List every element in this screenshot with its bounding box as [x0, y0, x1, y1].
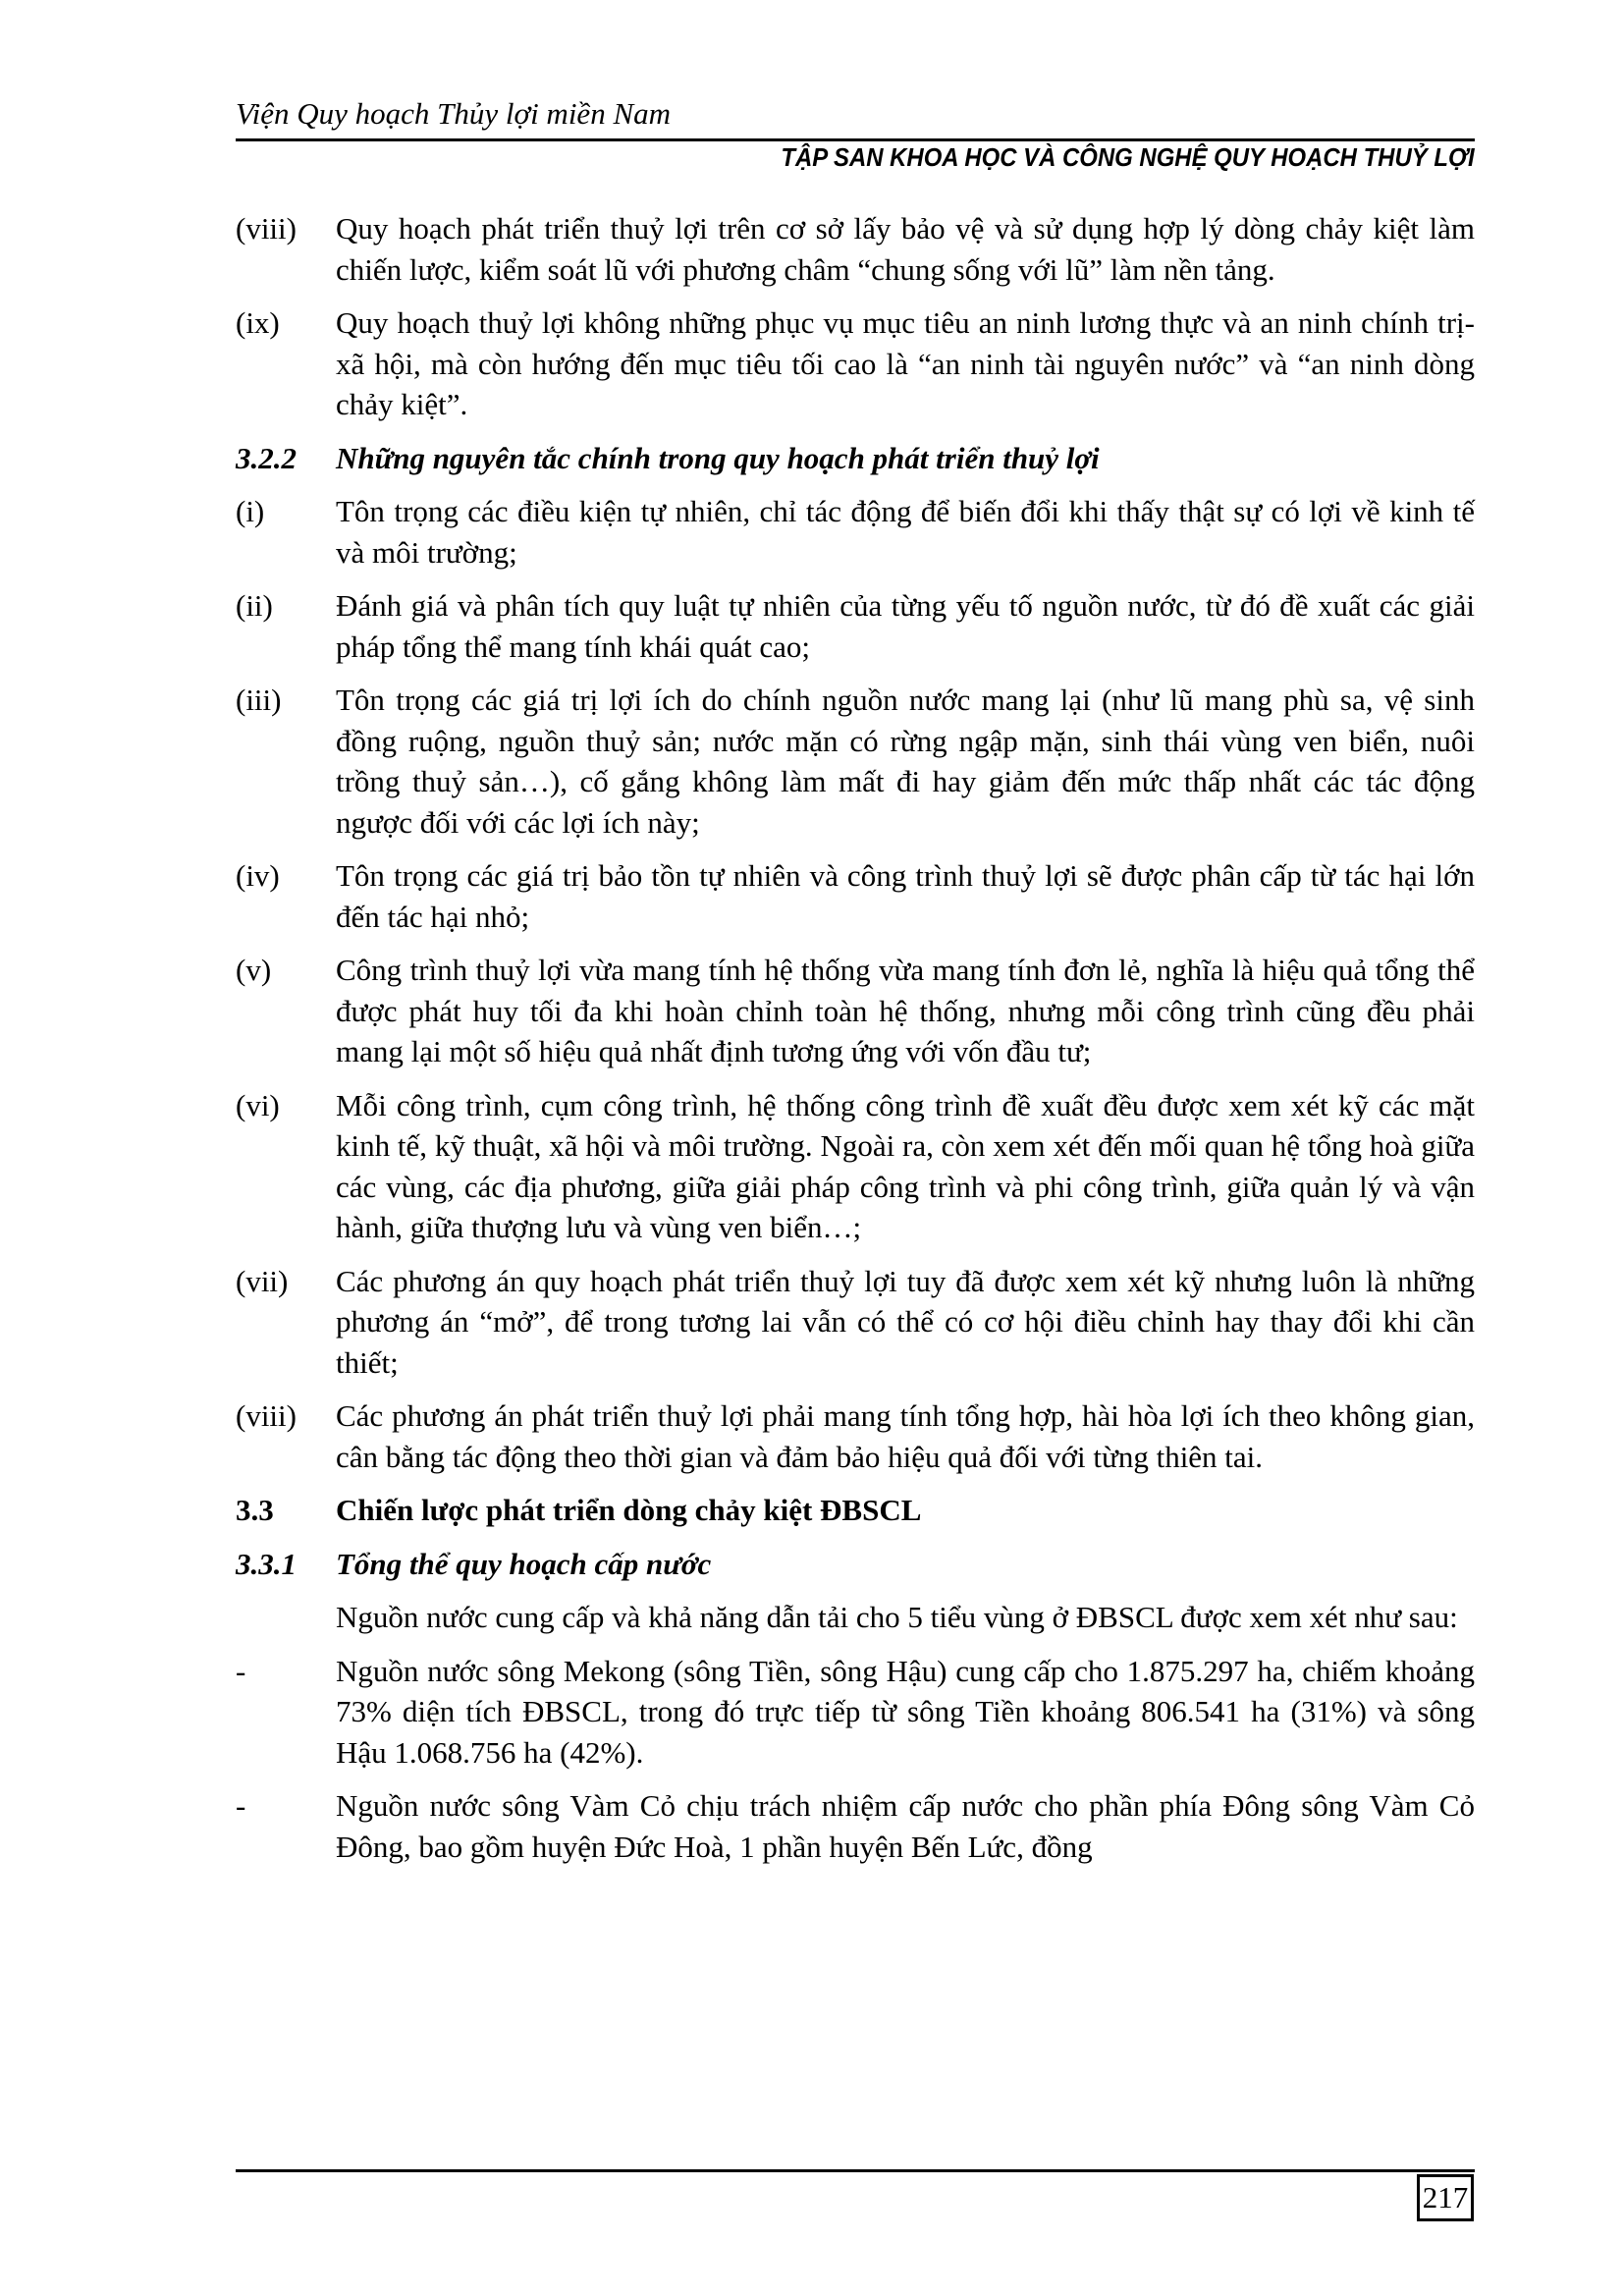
list-item	[236, 680, 1475, 843]
list-main-principles	[236, 491, 1475, 1477]
item-label: -	[236, 1653, 246, 1688]
list-item	[236, 1785, 1475, 1867]
item-text: Công trình thuỷ lợi vừa mang tính hệ thống vừa mang tính đơn lẻ, nghĩa là hiệu quả tổng thể được phát huy tối đa khi hoàn chỉnh toàn hệ thống, nhưng mỗi công trình cũng đều phải mang lại một số hiệu quả nhất định tương ứng với vốn đầu tư;	[336, 953, 1475, 1068]
list-item	[236, 302, 1475, 425]
heading-number: 3.3.1	[236, 1546, 297, 1581]
item-text: Quy hoạch phát triển thuỷ lợi trên cơ sở lấy bảo vệ và sử dụng hợp lý dòng chảy kiệt làm chiến lược, kiểm soát lũ với phương châm “chung sống với lũ” làm nền tảng.	[336, 211, 1475, 287]
list-item	[236, 491, 1475, 573]
heading-number: 3.3	[236, 1493, 274, 1527]
item-label: (vi)	[236, 1087, 280, 1122]
heading-number: 3.2.2	[236, 440, 297, 475]
footer-rule	[236, 2169, 1475, 2172]
header-journal-title: TẬP SAN KHOA HỌC VÀ CÔNG NGHỆ QUY HOẠCH THUỶ LỢI	[781, 142, 1475, 172]
header-rule	[236, 138, 1475, 141]
item-label: (viii)	[236, 211, 297, 246]
item-text: Tôn trọng các điều kiện tự nhiên, chỉ tác động để biến đổi khi thấy thật sự có lợi về kinh tế và môi trường;	[336, 494, 1475, 570]
item-text: Đánh giá và phân tích quy luật tự nhiên của từng yếu tố nguồn nước, từ đó đề xuất các giải pháp tổng thể mang tính khái quát cao;	[336, 588, 1475, 664]
intro-paragraph: Nguồn nước cung cấp và khả năng dẫn tải cho 5 tiểu vùng ở ĐBSCL được xem xét như sau:	[336, 1600, 1458, 1634]
item-label: (iv)	[236, 858, 280, 893]
item-label: (v)	[236, 953, 272, 987]
page-number: 217	[1417, 2174, 1474, 2221]
page-body	[236, 208, 1475, 1880]
item-label: (ix)	[236, 305, 280, 340]
list-item	[236, 1085, 1475, 1248]
heading-3-3-1	[236, 1544, 1475, 1585]
heading-title: Chiến lược phát triển dòng chảy kiệt ĐBSCL	[336, 1493, 922, 1527]
list-item	[236, 855, 1475, 937]
item-label: (vii)	[236, 1263, 289, 1298]
heading-3-3	[236, 1490, 1475, 1531]
item-text: Mỗi công trình, cụm công trình, hệ thống công trình đề xuất đều được xem xét kỹ các mặt kinh tế, kỹ thuật, xã hội và môi trường. Ngoài ra, còn xem xét đến mối quan hệ tổng hoà giữa các vùng, các địa phương, giữa giải pháp công trình và phi công trình, giữa quản lý và vận hành, giữa thượng lưu và vùng ven biển…;	[336, 1087, 1475, 1244]
item-text: Quy hoạch thuỷ lợi không những phục vụ mục tiêu an ninh lương thực và an ninh chính trị-xã hội, mà còn hướng đến mục tiêu tối cao là “an ninh tài nguyên nước” và “an ninh dòng chảy kiệt”.	[336, 305, 1475, 421]
item-text: Nguồn nước sông Mekong (sông Tiền, sông Hậu) cung cấp cho 1.875.297 ha, chiếm khoảng 73% diện tích ĐBSCL, trong đó trực tiếp từ sông Tiền khoảng 806.541 ha (31%) và sông Hậu 1.068.756 ha (42%).	[336, 1653, 1475, 1770]
list-item	[236, 1261, 1475, 1384]
list-item	[236, 1395, 1475, 1477]
header-institute: Viện Quy hoạch Thủy lợi miền Nam	[236, 96, 672, 131]
item-label: (i)	[236, 494, 265, 528]
item-text: Tôn trọng các giá trị lợi ích do chính nguồn nước mang lại (như lũ mang phù sa, vệ sinh đồng ruộng, nguồn thuỷ sản; nước mặn có rừng ngập mặn, sinh thái vùng ven biển, nuôi trồng thuỷ sản…), cố gắng không làm mất đi hay giảm đến mức thấp nhất các tác động ngược đối với các lợi ích này;	[336, 683, 1475, 840]
item-label: (viii)	[236, 1398, 297, 1433]
item-label: (iii)	[236, 683, 282, 717]
item-text: Các phương án quy hoạch phát triển thuỷ lợi tuy đã được xem xét kỹ nhưng luôn là những phương án “mở”, để trong tương lai vẫn có thể có cơ hội điều chỉnh hay thay đổi khi cần thiết;	[336, 1263, 1475, 1380]
list-item	[236, 208, 1475, 290]
list-principles-cont	[236, 208, 1475, 425]
list-item	[236, 1651, 1475, 1774]
heading-title: Những nguyên tắc chính trong quy hoạch phát triển thuỷ lợi	[336, 440, 1100, 475]
item-text: Tôn trọng các giá trị bảo tồn tự nhiên và công trình thuỷ lợi sẽ được phân cấp từ tác hại lớn đến tác hại nhỏ;	[336, 858, 1475, 934]
item-label: (ii)	[236, 588, 273, 623]
item-text: Các phương án phát triển thuỷ lợi phải mang tính tổng hợp, hài hòa lợi ích theo không gian, cân bằng tác động theo thời gian và đảm bảo hiệu quả đối với từng thiên tai.	[336, 1398, 1475, 1474]
list-item	[236, 585, 1475, 667]
heading-title: Tổng thể quy hoạch cấp nước	[336, 1546, 712, 1581]
item-text: Nguồn nước sông Vàm Cỏ chịu trách nhiệm cấp nước cho phần phía Đông sông Vàm Cỏ Đông, bao gồm huyện Đức Hoà, 1 phần huyện Bến Lức, đồng	[336, 1788, 1475, 1864]
heading-3-2-2	[236, 438, 1475, 479]
item-label: -	[236, 1788, 246, 1823]
list-item	[236, 950, 1475, 1072]
water-source-list	[236, 1651, 1475, 1868]
